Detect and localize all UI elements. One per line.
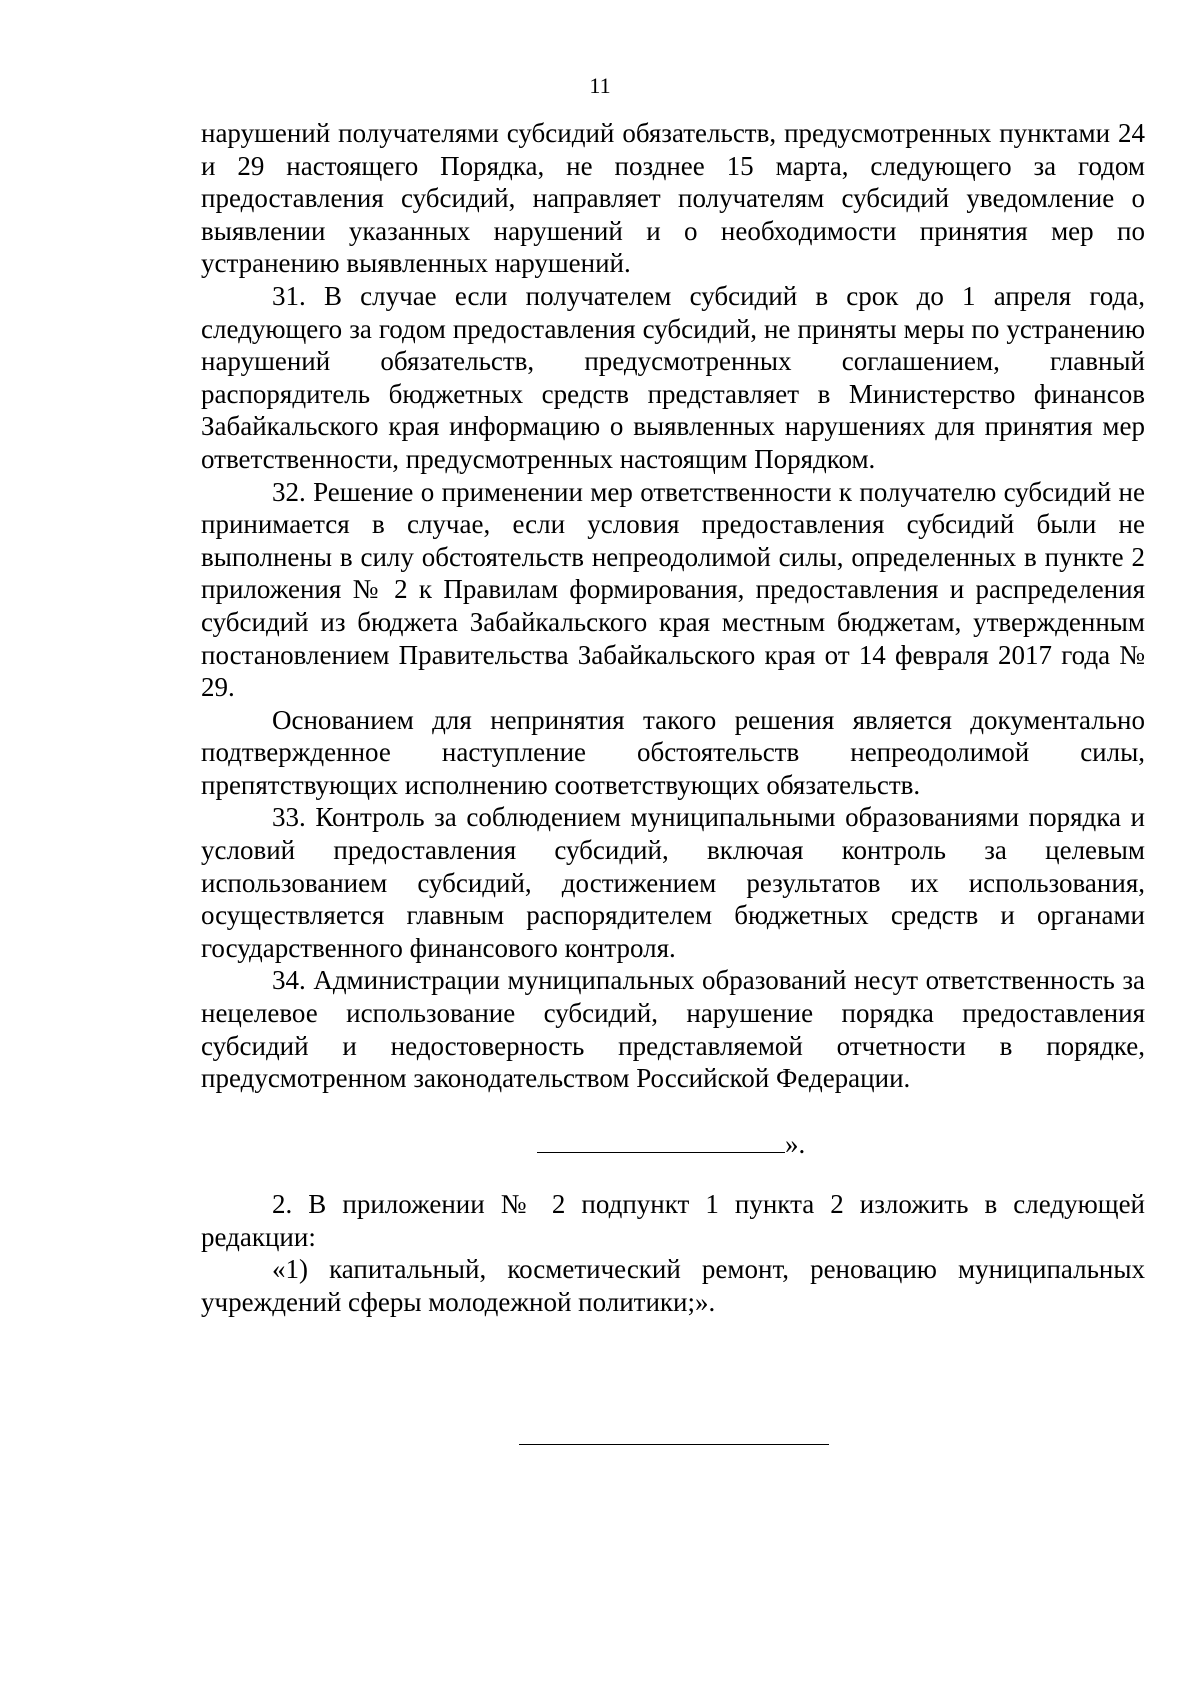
paragraph-grounds: Основанием для непринятия такого решения является документально подтвержденное наступление обстоятельств непреодолимой силы, препятствующих исполнению соответствующих обязательств. (201, 704, 1145, 800)
closing-quote-line (537, 1126, 857, 1160)
amendment-new-text: «1) капитальный, косметический ремонт, реновацию муниципальных учреждений сферы молодежной политики;». (201, 1254, 1145, 1317)
document-body (201, 117, 1145, 1095)
paragraph-item-33: 33. Контроль за соблюдением муниципальными образованиями порядка и условий предоставления субсидий, включая контроль за целевым использованием субсидий, достижением результатов их использования, осуществляется главным распорядителем бюджетных средств и органами государственного финансового контроля. (201, 802, 1145, 963)
page-number: 11 (589, 73, 611, 98)
amendment-block (201, 1188, 1145, 1318)
end-divider (519, 1444, 829, 1445)
paragraph-item-31: 31. В случае если получателем субсидий в срок до 1 апреля года, следующего за годом предоставления субсидий, не приняты меры по устранению нарушений обязательств, предусмотренных соглашением, главный распорядитель бюджетных средств представляет в Министерство финансов Забайкальского края информацию о выявленных нарушениях для принятия мер ответственности, предусмотренных настоящим Порядком. (201, 280, 1145, 474)
closing-mark: ». (785, 1129, 806, 1159)
closing-underline (537, 1126, 785, 1153)
amendment-item-2: 2. В приложении № 2 подпункт 1 пункта 2 изложить в следующей редакции: (201, 1189, 1145, 1252)
paragraph-continuation: нарушений получателями субсидий обязательств, предусмотренных пунктами 24 и 29 настоящего Порядка, не позднее 15 марта, следующего за годом предоставления субсидий, направляет получателям субсидий уведомление о выявлении указанных нарушений и о необходимости принятия мер по устранению выявленных нарушений. (201, 118, 1145, 279)
paragraph-item-32: 32. Решение о применении мер ответственности к получателю субсидий не принимается в случае, если условия предоставления субсидий были не выполнены в силу обстоятельств непреодолимой силы, определенных в пункте 2 приложения № 2 к Правилам формирования, предоставления и распределения субсидий из бюджета Забайкальского края местным бюджетам, утвержденным постановлением Правительства Забайкальского края от 14 февраля 2017 года № 29. (201, 476, 1145, 703)
paragraph-item-34: 34. Администрации муниципальных образований несут ответственность за нецелевое использование субсидий, нарушение порядка предоставления субсидий и недостоверность представляемой отчетности в порядке, предусмотренном законодательством Российской Федерации. (201, 965, 1145, 1094)
